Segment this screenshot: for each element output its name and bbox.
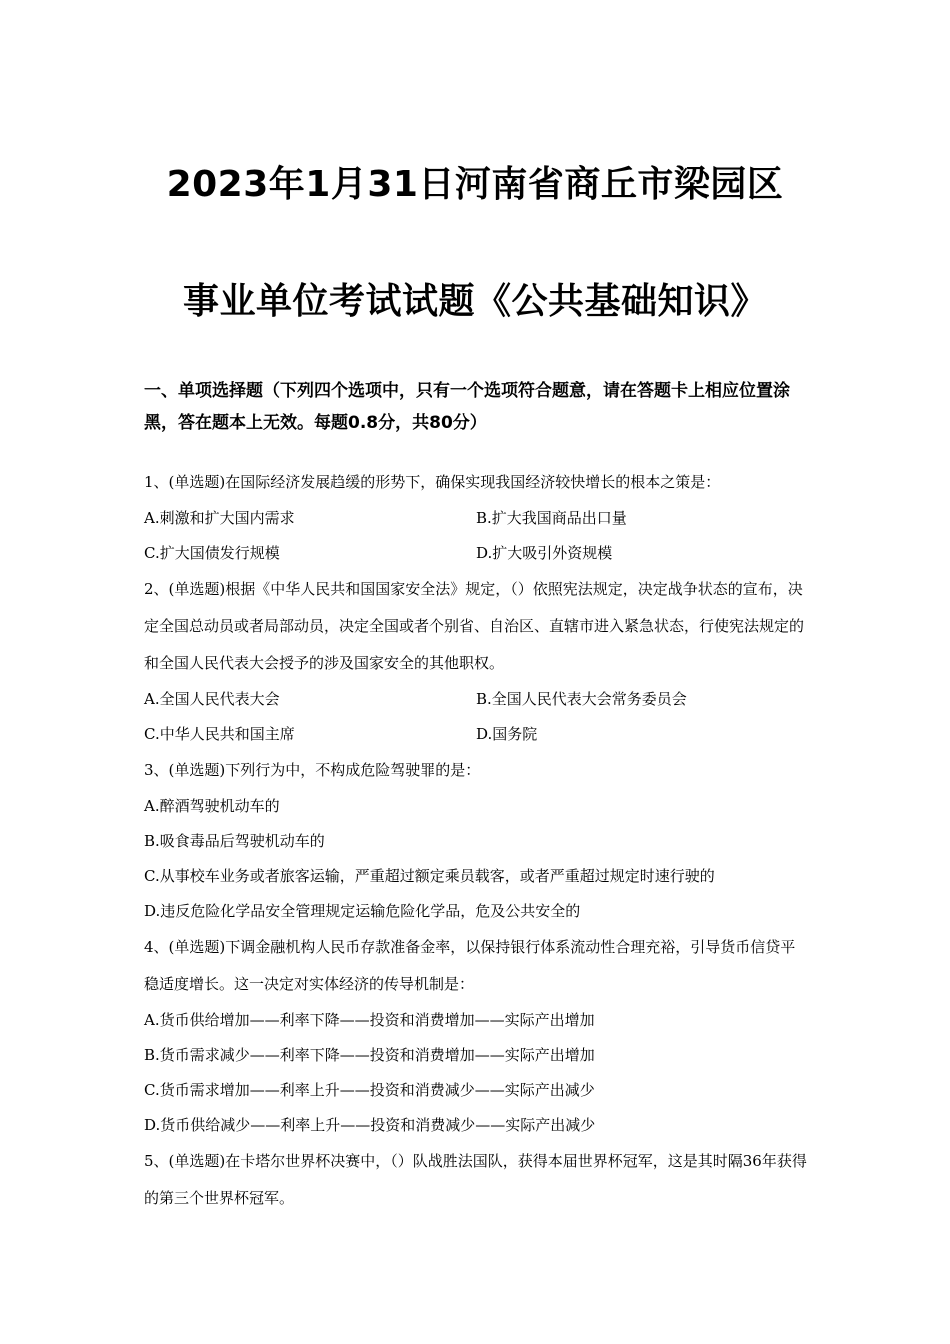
question-3-option-b: B.吸食毒品后驾驶机动车的	[144, 832, 325, 850]
question-3-option-c: C.从事校车业务或者旅客运输，严重超过额定乘员载客，或者严重超过规定时速行驶的	[144, 867, 715, 885]
question-2-option-a: A.全国人民代表大会	[144, 690, 280, 708]
question-2-text: 2、(单选题)根据《中华人民共和国国家安全法》规定，（）依照宪法规定，决定战争状态的宣布，决定全国总动员或者局部动员，决定全国或者个别省、自治区、直辖市进入紧急状态，行使宪法规定的和全国人民代表大会授予的涉及国家安全的其他职权。	[144, 580, 805, 672]
question-2-options-row-1	[144, 682, 808, 717]
question-1-option-d: D.扩大吸引外资规模	[476, 544, 613, 562]
question-1-option-a: A.刺激和扩大国内需求	[144, 509, 295, 527]
document-title-line-1: 2023年1月31日河南省商丘市梁园区	[166, 164, 784, 205]
question-4-option-c: C.货币需求增加——利率上升——投资和消费减少——实际产出减少	[144, 1081, 595, 1099]
section-heading: 一、单项选择题（下列四个选项中，只有一个选项符合题意，请在答题卡上相应位置涂黑，答在题本上无效。每题0.8分，共80分）	[144, 381, 790, 433]
question-4-option-a: A.货币供给增加——利率下降——投资和消费增加——实际产出增加	[144, 1011, 595, 1029]
question-1-options-row-1	[144, 501, 808, 536]
question-5-text: 5、(单选题)在卡塔尔世界杯决赛中，（）队战胜法国队，获得本届世界杯冠军，这是其时隔36年获得的第三个世界杯冠军。	[144, 1152, 807, 1207]
question-4-text: 4、(单选题)下调金融机构人民币存款准备金率，以保持银行体系流动性合理充裕，引导货币信贷平稳适度增长。这一决定对实体经济的传导机制是：	[144, 938, 796, 993]
question-2-option-b: B.全国人民代表大会常务委员会	[476, 690, 687, 708]
question-3-option-d: D.违反危险化学品安全管理规定运输危险化学品，危及公共安全的	[144, 902, 581, 920]
question-1-option-b: B.扩大我国商品出口量	[476, 509, 627, 527]
question-2-option-d: D.国务院	[476, 725, 538, 743]
question-1-text: 1、(单选题)在国际经济发展趋缓的形势下，确保实现我国经济较快增长的根本之策是：	[144, 473, 721, 491]
question-1-option-c: C.扩大国债发行规模	[144, 544, 280, 562]
question-4-option-b: B.货币需求减少——利率下降——投资和消费增加——实际产出增加	[144, 1046, 595, 1064]
question-4-option-d: D.货币供给减少——利率上升——投资和消费减少——实际产出减少	[144, 1116, 596, 1134]
question-2-options-row-2	[144, 717, 808, 752]
question-3-option-a: A.醉酒驾驶机动车的	[144, 797, 280, 815]
question-3-text: 3、(单选题)下列行为中，不构成危险驾驶罪的是：	[144, 761, 481, 779]
question-1-options-row-2	[144, 536, 808, 571]
question-2-option-c: C.中华人民共和国主席	[144, 725, 295, 743]
question-list	[144, 464, 808, 1217]
document-title-line-2: 事业单位考试试题《公共基础知识》	[182, 281, 767, 322]
